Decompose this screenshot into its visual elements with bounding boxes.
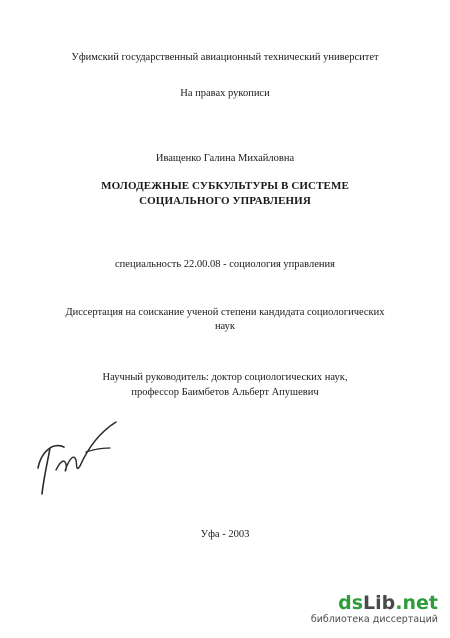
dissertation-title-line-1: МОЛОДЕЖНЫЕ СУБКУЛЬТУРЫ В СИСТЕМЕ [101, 180, 349, 192]
specialty: специальность 22.00.08 - социология управления [115, 259, 335, 270]
city-year: Уфа - 2003 [200, 529, 250, 540]
manuscript-note: На правах рукописи [180, 88, 270, 99]
advisor-line-1: Научный руководитель: доктор социологических наук, [102, 372, 348, 383]
advisor-line-2: профессор Баимбетов Альберт Апушевич [131, 387, 319, 398]
university-name: Уфимский государственный авиационный технический университет [71, 52, 379, 63]
dslib-watermark [310, 592, 438, 630]
degree-statement-line-1: Диссертация на соискание ученой степени кандидата социологических [65, 307, 385, 318]
handwritten-signature [30, 418, 120, 498]
dissertation-title-line-2: СОЦИАЛЬНОГО УПРАВЛЕНИЯ [139, 195, 311, 207]
author-name: Иващенко Галина Михайловна [155, 153, 295, 164]
dslib-tagline: библиотека диссертаций [310, 614, 438, 625]
dslib-logo: dsLib.net [338, 592, 438, 614]
degree-statement-line-2: наук [214, 321, 236, 332]
